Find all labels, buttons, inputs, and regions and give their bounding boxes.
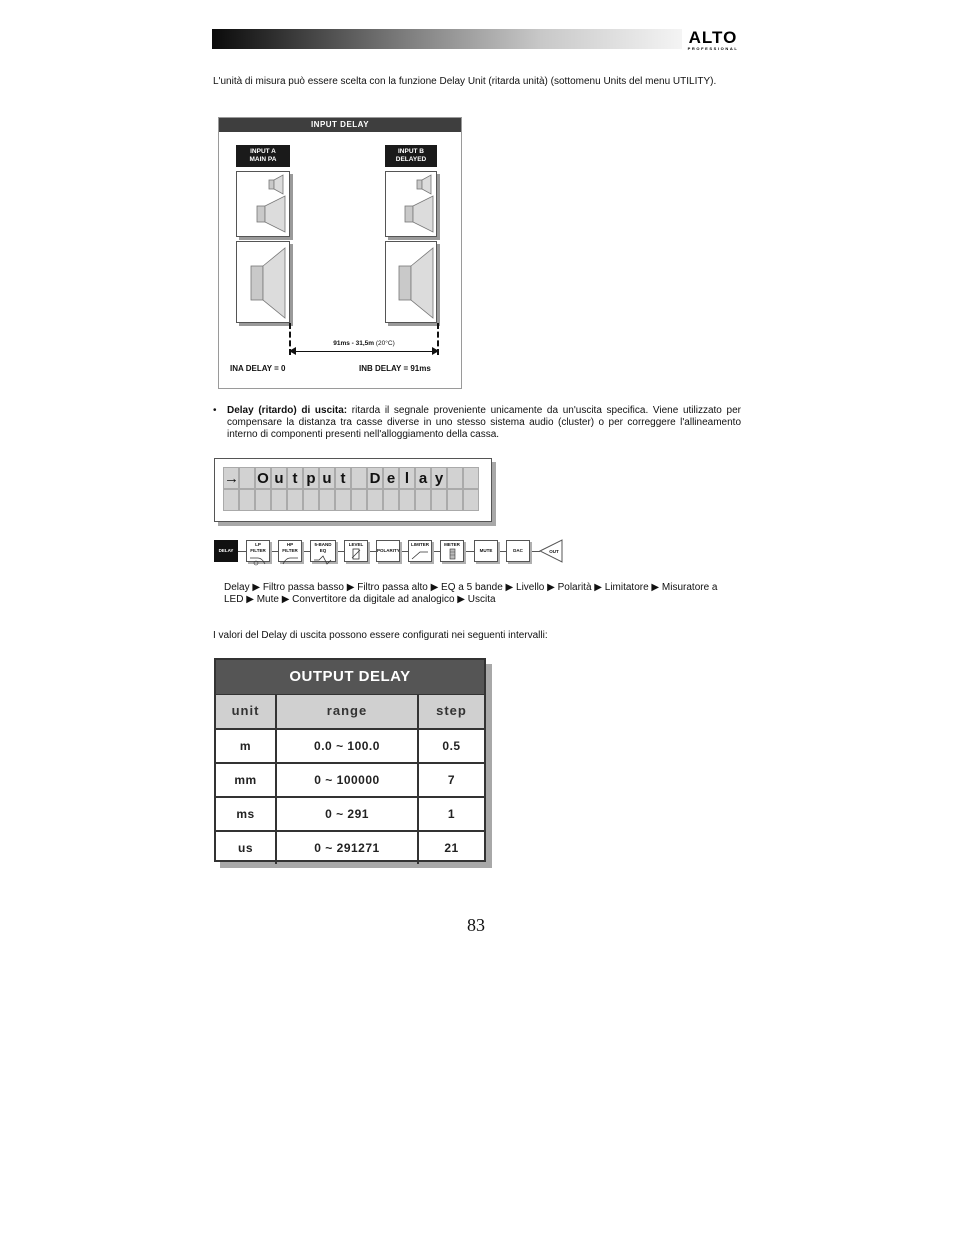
lcd-cell: [303, 489, 319, 511]
distance-value: 91ms - 31,5m: [333, 340, 375, 347]
arrow-left-icon: [289, 347, 296, 355]
lcd-cell: [463, 489, 479, 511]
lcd-cell: [351, 489, 367, 511]
bullet-term: Delay (ritardo) di uscita:: [227, 405, 348, 416]
range-intro-paragraph: I valori del Delay di uscita possono essere configurati nei seguenti intervalli:: [213, 630, 548, 641]
lcd-cell: [431, 489, 447, 511]
input-a-label: [236, 145, 290, 167]
speaker-bottom-left: [236, 241, 290, 323]
chain-connector: [336, 551, 344, 552]
header-gradient-bar: [212, 29, 682, 49]
lowpass-icon: [248, 554, 268, 566]
lcd-cell: y: [431, 467, 447, 489]
chain-block-polarity: [376, 540, 400, 562]
input-b-line2: DELAYED: [395, 156, 427, 163]
chain-block-dac: [506, 540, 530, 562]
table-cell-range: 0 ~ 100000: [277, 762, 419, 796]
lcd-cell: [367, 489, 383, 511]
bullet-description: ritarda il segnale proveniente unicamente da un'uscita specifica. Viene utilizzato per compensare la distanza tra casse diverse in uno stesso sistema audio (cluster) o per correggere l'allineamento interno di componenti presenti nell'alloggiamento della cassa.: [227, 405, 741, 440]
table-cell-step: 0.5: [419, 728, 484, 762]
chain-connector: [238, 551, 246, 552]
chain-connector: [368, 551, 376, 552]
eq-icon: [312, 554, 334, 566]
distance-temperature: (20°C): [375, 340, 395, 347]
lcd-cell: [447, 489, 463, 511]
distance-line: [291, 351, 437, 352]
chain-block-meter: [440, 540, 464, 562]
table-cell-range: 0 ~ 291271: [277, 830, 419, 864]
level-icon: [346, 548, 366, 560]
meter-icon: [442, 548, 462, 560]
input-b-label: [385, 145, 437, 167]
table-header-unit: unit: [216, 694, 277, 728]
bullet-icon: •: [213, 405, 217, 416]
lcd-cell: D: [367, 467, 383, 489]
chain-block-level: [344, 540, 368, 562]
table-cell-unit: ms: [216, 796, 277, 830]
lcd-cell: [383, 489, 399, 511]
chain-block-mute: [474, 540, 498, 562]
chain-connector: [432, 551, 440, 552]
chain-block-label: METER: [444, 542, 460, 547]
chain-block-hp-filter: [278, 540, 302, 562]
lcd-cell: u: [271, 467, 287, 489]
lcd-cell: [351, 467, 367, 489]
chain-block-label: DELAY: [218, 548, 234, 553]
table-cell-step: 7: [419, 762, 484, 796]
brand-subtitle: PROFESSIONAL: [687, 46, 739, 51]
chain-block-limiter: [408, 540, 432, 562]
chain-connector: [464, 551, 474, 552]
table-cell-step: 1: [419, 796, 484, 830]
input-a-line2: MAIN PA: [249, 156, 277, 163]
chain-block-delay: [214, 540, 238, 562]
ina-delay-value: INA DELAY = 0: [230, 364, 286, 373]
input-delay-title: INPUT DELAY: [219, 118, 461, 132]
lcd-cell: [287, 489, 303, 511]
chain-block-out: OUT: [549, 549, 559, 554]
lcd-cell: [319, 489, 335, 511]
brand-name: ALTO: [688, 28, 738, 47]
speaker-bottom-right: [385, 241, 437, 323]
output-delay-table: [214, 658, 486, 862]
table-header-step: step: [419, 694, 484, 728]
table-cell-unit: mm: [216, 762, 277, 796]
brand-logo: [684, 29, 742, 51]
lcd-cell: [447, 467, 463, 489]
chain-connector: [400, 551, 408, 552]
inb-delay-value: INB DELAY = 91ms: [359, 364, 431, 373]
chain-block-label: LIMITER: [411, 542, 429, 547]
chain-legend: Delay ▶ Filtro passa basso ▶ Filtro passa alto ▶ EQ a 5 bande ▶ Livello ▶ Polarità ▶ Limitatore ▶ Misuratore a LED ▶ Mute ▶ Convertitore da digitale ad analogico ▶ Uscita: [224, 582, 718, 605]
chain-block-label: LP FILTER: [250, 542, 266, 553]
input-b-line1: INPUT B: [398, 148, 424, 155]
chain-connector: [302, 551, 310, 552]
lcd-cell: [271, 489, 287, 511]
lcd-cell: u: [319, 467, 335, 489]
highpass-icon: [280, 554, 300, 566]
table-cell-step: 21: [419, 830, 484, 864]
table-cell-unit: us: [216, 830, 277, 864]
lcd-cell: [415, 489, 431, 511]
chain-block-label: MUTE: [479, 548, 493, 553]
chain-block-label: HP FILTER: [282, 542, 298, 553]
lcd-cell: [239, 467, 255, 489]
lcd-cell: →: [223, 467, 239, 489]
table-cell-range: 0.0 ~ 100.0: [277, 728, 419, 762]
lcd-cell: e: [383, 467, 399, 489]
lcd-cell: t: [287, 467, 303, 489]
table-cell-range: 0 ~ 291: [277, 796, 419, 830]
lcd-cell: [239, 489, 255, 511]
chain-block-5-band-eq: [310, 540, 336, 562]
lcd-grid: [223, 467, 479, 511]
speaker-icon: [237, 242, 289, 322]
chain-connector: [498, 551, 506, 552]
speaker-icon: [386, 242, 436, 322]
distance-label: [291, 340, 437, 348]
input-delay-diagram: [218, 117, 462, 389]
input-a-line1: INPUT A: [250, 148, 276, 155]
chain-block-label: LEVEL: [348, 542, 364, 547]
page-number: 83: [467, 915, 485, 935]
chain-block-label: POLARITY: [377, 548, 400, 553]
speaker-top-right: [385, 171, 437, 237]
lcd-cell: [399, 489, 415, 511]
chain-block-label: DAC: [513, 548, 523, 553]
arrow-right-icon: [432, 347, 439, 355]
speaker-icon: [386, 172, 436, 236]
chain-connector: [270, 551, 278, 552]
lcd-cell: a: [415, 467, 431, 489]
lcd-cell: p: [303, 467, 319, 489]
table-cell-unit: m: [216, 728, 277, 762]
speaker-icon: [237, 172, 289, 236]
output-delay-title: OUTPUT DELAY: [216, 660, 484, 694]
lcd-cell: [255, 489, 271, 511]
chain-block-lp-filter: [246, 540, 270, 562]
speaker-top-left: [236, 171, 290, 237]
lcd-cell: [223, 489, 239, 511]
bullet-paragraph: [227, 405, 741, 441]
limiter-icon: [410, 548, 430, 560]
lcd-cell: [463, 467, 479, 489]
lcd-cell: [335, 489, 351, 511]
intro-paragraph: L'unità di misura può essere scelta con la funzione Delay Unit (ritarda unità) (sottomenu Units del menu UTILITY).: [213, 76, 717, 87]
lcd-cell: t: [335, 467, 351, 489]
chain-block-label: 5-BAND EQ: [314, 542, 332, 553]
lcd-cell: l: [399, 467, 415, 489]
lcd-display: [214, 458, 492, 522]
table-header-range: range: [277, 694, 419, 728]
lcd-cell: O: [255, 467, 271, 489]
